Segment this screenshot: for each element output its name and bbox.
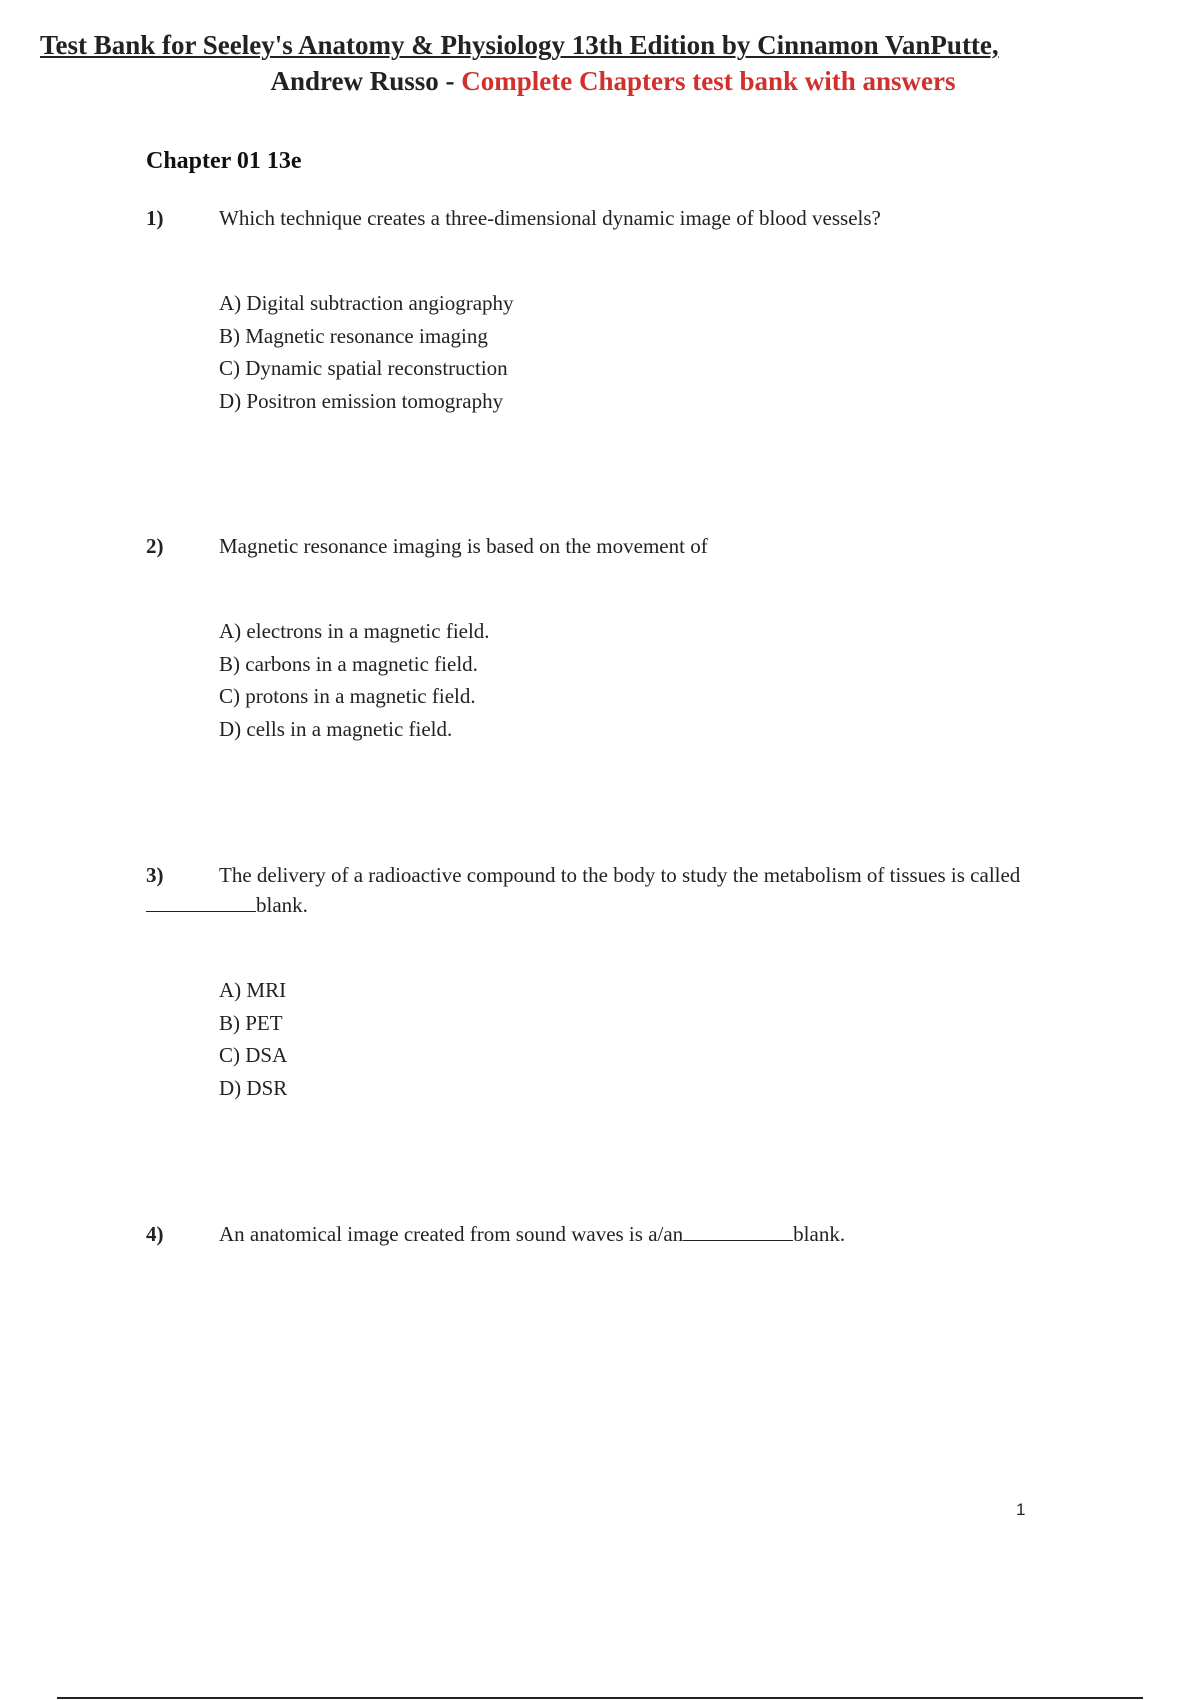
- document-title-line2: [0, 66, 1200, 97]
- question-1-option-b: B) Magnetic resonance imaging: [219, 323, 488, 348]
- question-3: [146, 860, 1106, 920]
- question-2-option-b: B) carbons in a magnetic field.: [219, 651, 478, 676]
- question-4: [146, 1219, 845, 1249]
- question-2-option-c: C) protons in a magnetic field.: [219, 684, 476, 708]
- question-2-text: Magnetic resonance imaging is based on the movement of: [219, 534, 708, 558]
- question-2-number: 2): [146, 534, 164, 558]
- question-3-number: 3): [146, 863, 164, 887]
- question-4-blank: [683, 1220, 793, 1241]
- question-4-number: 4): [146, 1222, 164, 1246]
- question-3-text: The delivery of a radioactive compound to the body to study the metabolism of tissues is called: [219, 863, 1021, 887]
- question-4-text-after: blank.: [793, 1222, 846, 1246]
- footer-divider: [57, 1697, 1143, 1699]
- question-3-option-c: C) DSA: [219, 1043, 288, 1067]
- document-title-line1: Test Bank for Seeley's Anatomy & Physiology 13th Edition by Cinnamon VanPutte,: [40, 30, 999, 60]
- page-number: 1: [1016, 1500, 1026, 1519]
- question-3-option-a: A) MRI: [219, 978, 287, 1002]
- question-1-options: [219, 287, 514, 417]
- question-4-text: An anatomical image created from sound waves is a/an: [219, 1222, 684, 1246]
- question-1-text: Which technique creates a three-dimensional dynamic image of blood vessels?: [219, 206, 881, 230]
- question-3-option-d: D) DSR: [219, 1075, 288, 1100]
- question-1-number: 1): [146, 206, 164, 230]
- question-2-option-d: D) cells in a magnetic field.: [219, 716, 453, 741]
- title-line2-prefix: Andrew Russo -: [270, 66, 462, 96]
- question-1-option-d: D) Positron emission tomography: [219, 388, 504, 413]
- question-2-options: [219, 615, 490, 745]
- chapter-heading: Chapter 01 13e: [146, 148, 302, 174]
- question-3-options: [219, 974, 287, 1104]
- question-1: [146, 203, 881, 233]
- title-line2-highlight: Complete Chapters test bank with answers: [461, 66, 956, 96]
- question-3-blank: [146, 891, 256, 912]
- question-1-option-a: A) Digital subtraction angiography: [219, 291, 514, 315]
- question-3-option-b: B) PET: [219, 1010, 283, 1035]
- question-3-text-after: blank.: [256, 893, 308, 917]
- question-2: [146, 531, 708, 561]
- question-2-option-a: A) electrons in a magnetic field.: [219, 619, 490, 643]
- question-1-option-c: C) Dynamic spatial reconstruction: [219, 356, 508, 380]
